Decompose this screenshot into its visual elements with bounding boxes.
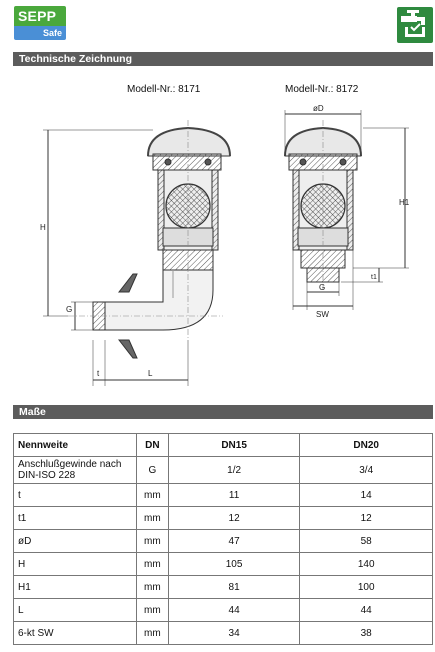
row-label: H1 <box>14 576 137 599</box>
header-dn15: DN15 <box>168 434 300 457</box>
row-label: L <box>14 599 137 622</box>
row-label: 6-kt SW <box>14 622 137 645</box>
row-dn20-value: 100 <box>300 576 433 599</box>
section-bar-technical-drawing: Technische Zeichnung <box>13 52 433 66</box>
dimensions-table <box>13 433 433 645</box>
row-unit: mm <box>136 622 168 645</box>
dim-label-G-8171: G <box>66 305 73 314</box>
dim-label-SW: SW <box>316 310 329 319</box>
row-dn20-value: 38 <box>300 622 433 645</box>
row-unit: mm <box>136 553 168 576</box>
table-row <box>14 576 433 599</box>
row-dn15-value: 1/2 <box>168 457 300 484</box>
row-dn15-value: 11 <box>168 484 300 507</box>
row-dn15-value: 81 <box>168 576 300 599</box>
dim-label-H: H <box>40 223 46 232</box>
model-label-8171: Modell-Nr.: 8171 <box>127 84 201 95</box>
row-dn20-value: 44 <box>300 599 433 622</box>
row-dn15-value: 34 <box>168 622 300 645</box>
row-label: øD <box>14 530 137 553</box>
technical-drawing <box>13 70 433 400</box>
row-dn15-value: 105 <box>168 553 300 576</box>
table-row <box>14 622 433 645</box>
row-unit: G <box>136 457 168 484</box>
header-dn: DN <box>136 434 168 457</box>
logo-brand-name: SEPP <box>14 6 66 26</box>
table-header-row <box>14 434 433 457</box>
water-tap-icon <box>397 7 433 43</box>
row-dn15-value: 47 <box>168 530 300 553</box>
row-dn20-value: 12 <box>300 507 433 530</box>
drawing-model-8171 <box>43 120 230 386</box>
row-dn15-value: 44 <box>168 599 300 622</box>
dim-label-H1: H1 <box>399 198 410 207</box>
table-row <box>14 599 433 622</box>
row-dn20-value: 58 <box>300 530 433 553</box>
table-row <box>14 507 433 530</box>
row-label: t1 <box>14 507 137 530</box>
row-dn20-value: 140 <box>300 553 433 576</box>
model-label-8172: Modell-Nr.: 8172 <box>285 84 359 95</box>
row-label: t <box>14 484 137 507</box>
row-dn20-value: 14 <box>300 484 433 507</box>
dim-label-D: øD <box>313 104 324 113</box>
header-nennweite: Nennweite <box>14 434 137 457</box>
row-unit: mm <box>136 576 168 599</box>
dim-label-L: L <box>148 369 153 378</box>
row-label: H <box>14 553 137 576</box>
dim-label-t: t <box>97 369 100 378</box>
row-unit: mm <box>136 599 168 622</box>
table-row <box>14 457 433 484</box>
dim-label-t1: t1 <box>371 274 377 281</box>
row-label: Anschlußgewinde nach DIN-ISO 228 <box>14 457 137 484</box>
table-row <box>14 484 433 507</box>
section-bar-dimensions: Maße <box>13 405 433 419</box>
row-unit: mm <box>136 530 168 553</box>
table-row <box>14 530 433 553</box>
sepp-safe-logo <box>14 6 66 42</box>
row-unit: mm <box>136 507 168 530</box>
row-unit: mm <box>136 484 168 507</box>
table-row <box>14 553 433 576</box>
row-dn15-value: 12 <box>168 507 300 530</box>
row-dn20-value: 3/4 <box>300 457 433 484</box>
drawing-model-8172 <box>285 110 409 310</box>
logo-brand-sub: Safe <box>14 26 66 40</box>
header-dn20: DN20 <box>300 434 433 457</box>
dim-label-G-8172: G <box>319 283 326 292</box>
